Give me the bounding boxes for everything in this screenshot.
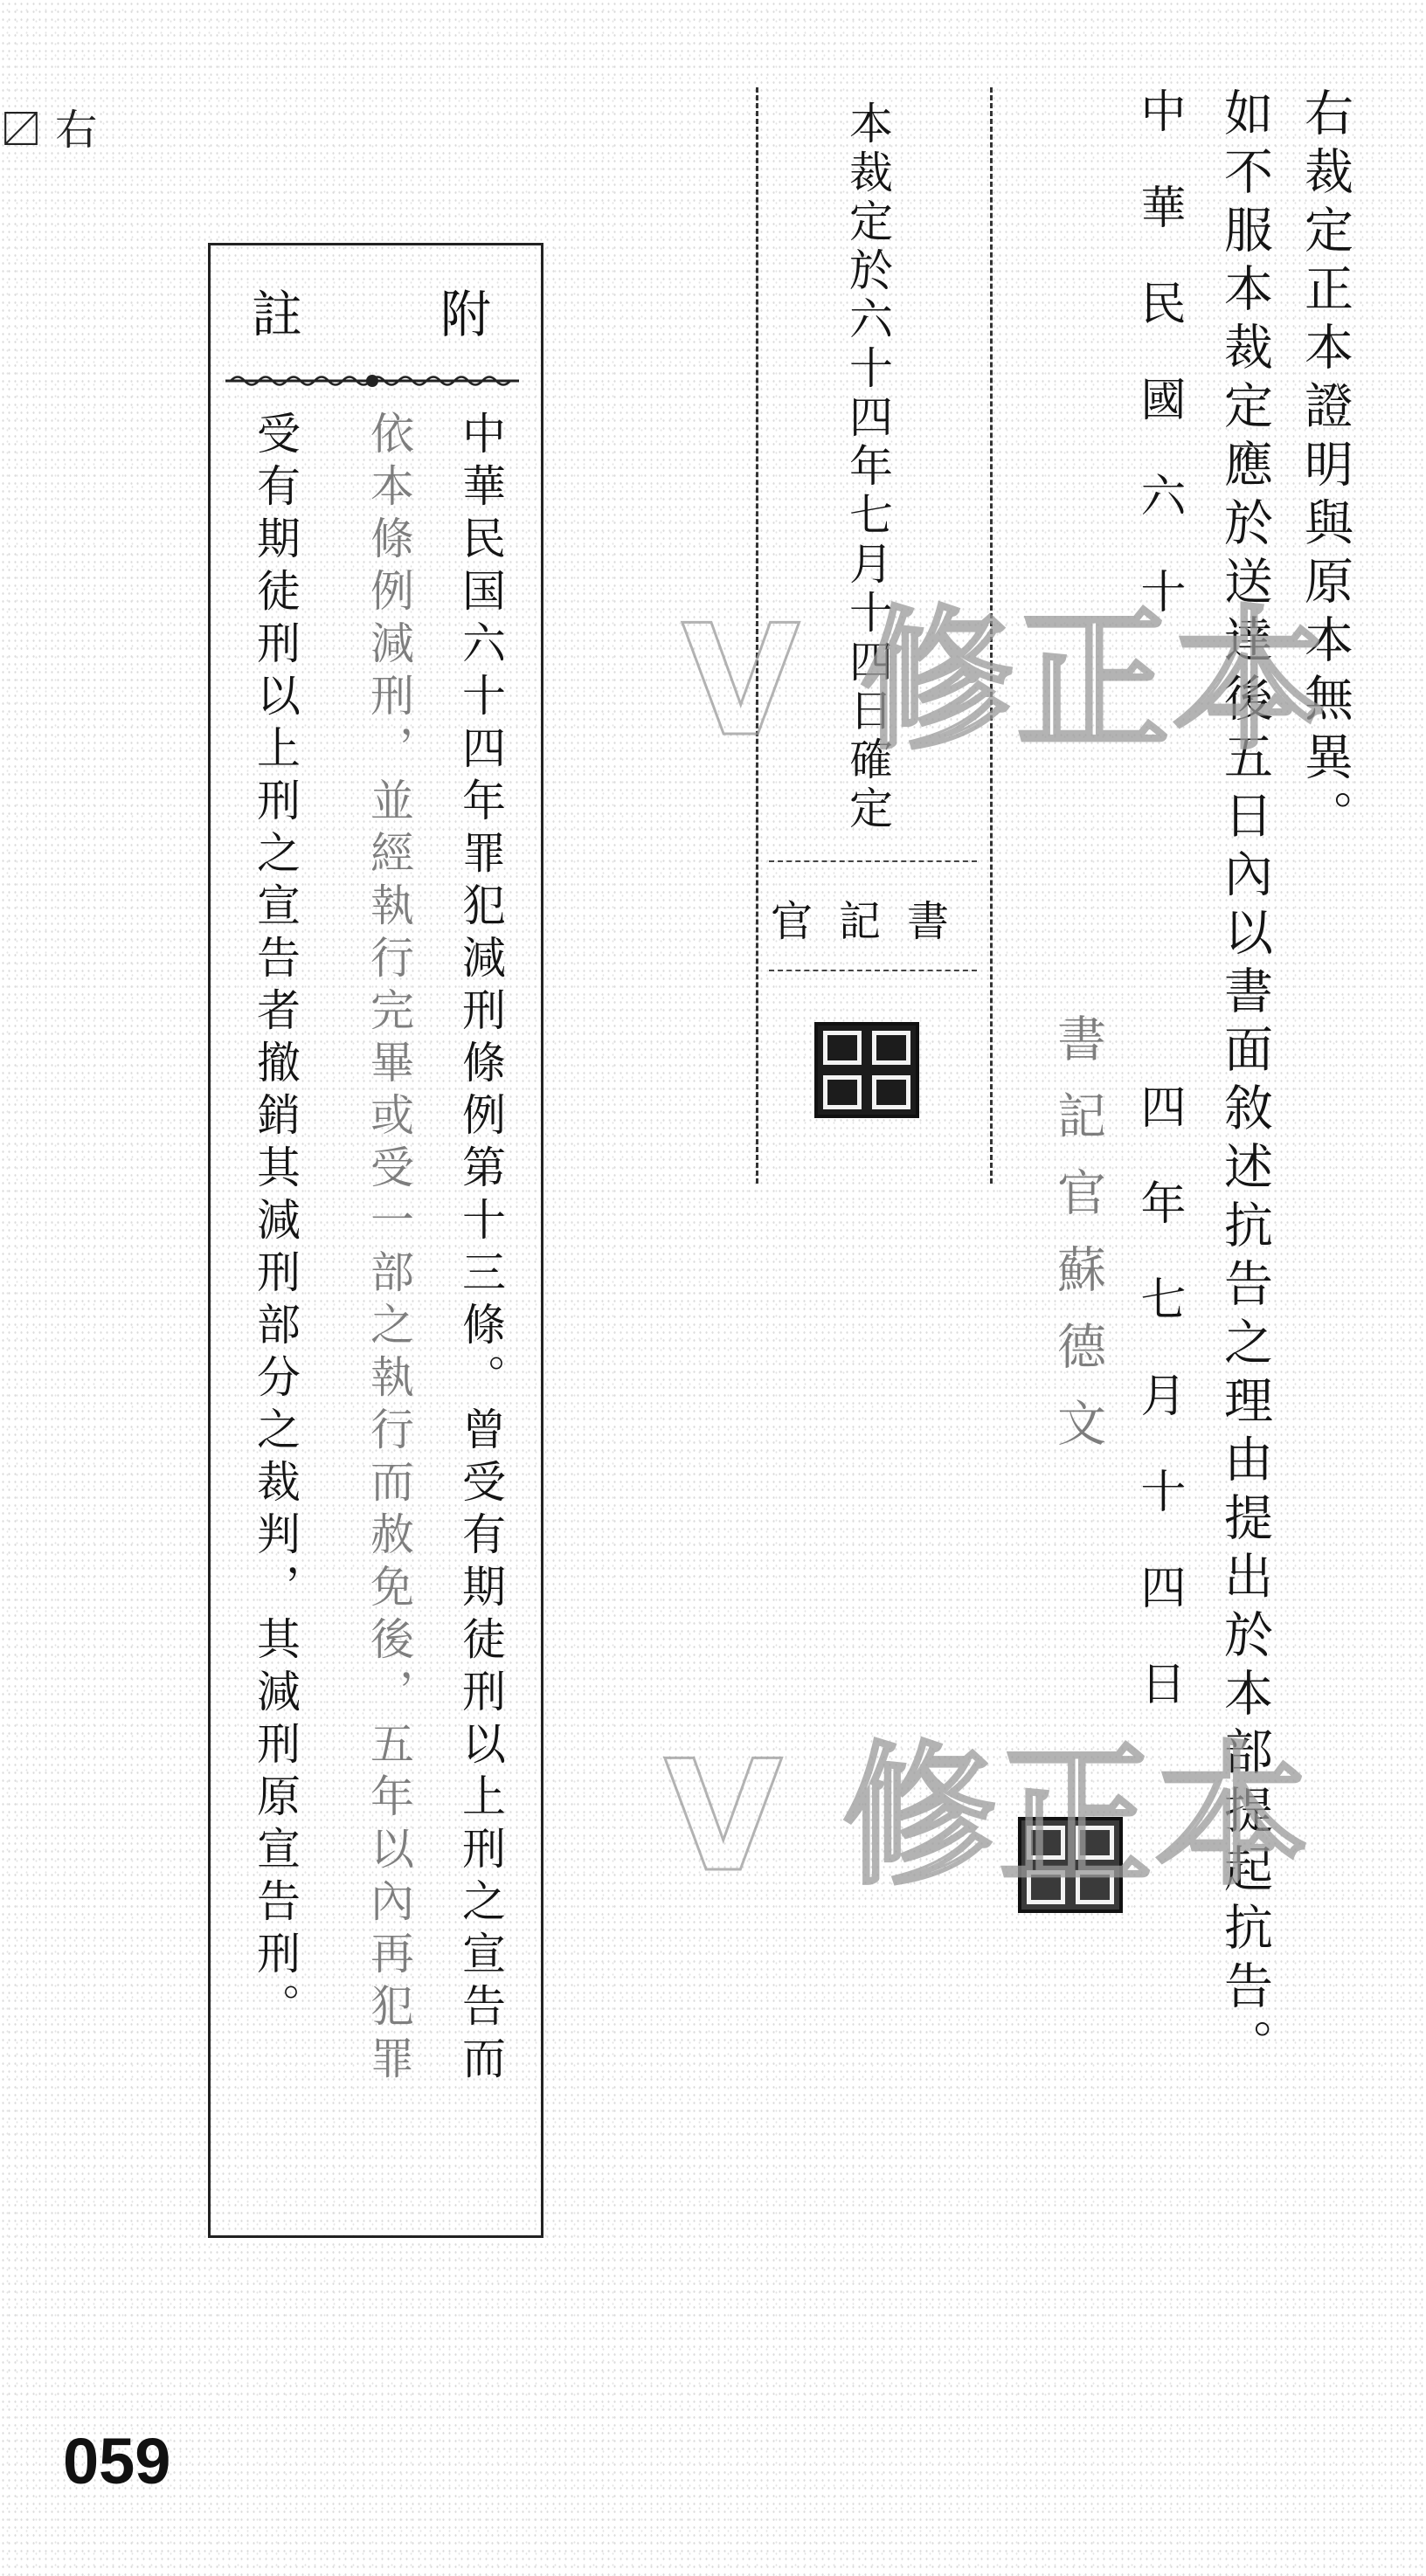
finalization-statement: 本裁定於六十四年七月十四日確定 bbox=[842, 100, 893, 834]
note-title bbox=[227, 280, 516, 344]
note-title-char-1: 附 bbox=[440, 285, 491, 344]
box-clerk-seal bbox=[814, 1022, 919, 1118]
page-number: 059 bbox=[63, 2425, 171, 2497]
note-column-3: 受有期徒刑以上刑之宣告者撤銷其減刑部分之裁判，其減刑原宣告刑。 bbox=[250, 411, 301, 2035]
certification-line: 右裁定正本證明與原本無異。 bbox=[1297, 87, 1353, 848]
clerk-signature: 書記官蘇德文 bbox=[1049, 1013, 1106, 1474]
appeal-instruction-line: 如不服本裁定應於送達後五日內以書面敘述抗告之理由提出於本部提起抗告。 bbox=[1216, 87, 1273, 2077]
watermark-lower: V 修正本 bbox=[664, 1729, 1312, 1906]
box-divider-upper bbox=[769, 860, 977, 862]
note-column-1: 中華民国六十四年罪犯減刑條例第十三條。曾受有期徒刑以上刑之宣告而 bbox=[455, 411, 506, 2088]
box-clerk-label bbox=[769, 882, 977, 952]
note-column-2: 依本條例減刑，並經執行完畢或受一部之執行而赦免後，五年以內再犯罪 bbox=[363, 411, 414, 2088]
note-ornament-divider bbox=[225, 371, 519, 390]
box-clerk-label-text: 書記官 bbox=[770, 896, 975, 946]
date-line-top: 中華民國六十 bbox=[1132, 87, 1185, 664]
note-title-char-2: 註 bbox=[252, 285, 303, 344]
watermark-upper: V 修正本 bbox=[682, 593, 1330, 770]
box-divider-lower bbox=[769, 970, 977, 971]
corner-fragment: 〼 右 bbox=[0, 106, 98, 155]
date-line-bottom: 四年七月十四日 bbox=[1132, 1083, 1185, 1756]
